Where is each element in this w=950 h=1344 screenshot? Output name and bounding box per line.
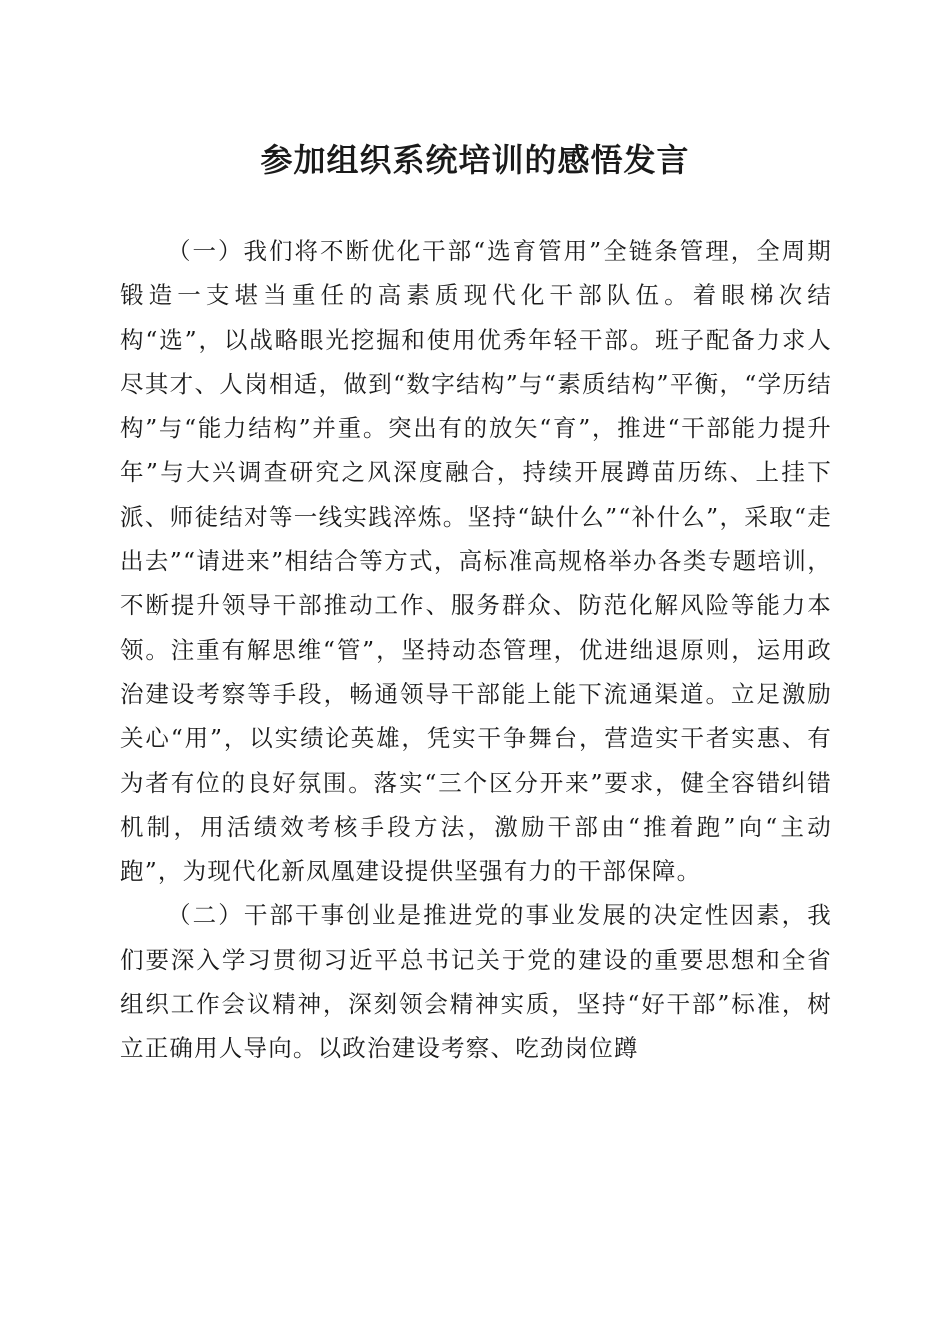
paragraph-2: （二）干部干事创业是推进党的事业发展的决定性因素，我们要深入学习贯彻习近平总书记关于党的建设的重要思想和全省组织工作会议精神，深刻领会精神实质，坚持“好干部”标准，树立正确用人导向。以政治建设考察、吃劲岗位蹲 [120,901,832,1063]
paragraph-1: （一）我们将不断优化干部“选育管用”全链条管理，全周期锻造一支堪当重任的高素质现代化干部队伍。着眼梯次结构“选”，以战略眼光挖掘和使用优秀年轻干部。班子配备力求人尽其才、人岗相适，做到“数字结构”与“素质结构”平衡，“学历结构”与“能力结构”并重。突出有的放矢“育”，推进“干部能力提升年”与大兴调查研究之风深度融合，持续开展蹲苗历练、上挂下派、师徒结对等一线实践淬炼。坚持“缺什么”“补什么”，采取“走出去”“请进来”相结合等方式，高标准高规格举办各类专题培训，不断提升领导干部推动工作、服务群众、防范化解风险等能力本领。注重有解思维“管”，坚持动态管理，优进绌退原则，运用政治建设考察等手段，畅通领导干部能上能下流通渠道。立足激励关心“用”，以实绩论英雄，凭实干争舞台，营造实干者实惠、有为者有位的良好氛围。落实“三个区分开来”要求，健全容错纠错机制，用活绩效考核手段方法，激励干部由“推着跑”向“主动跑”，为现代化新凤凰建设提供坚强有力的干部保障。 [120,237,832,886]
document-title: 参加组织系统培训的感悟发言 [260,141,690,179]
document-body [120,229,832,1071]
